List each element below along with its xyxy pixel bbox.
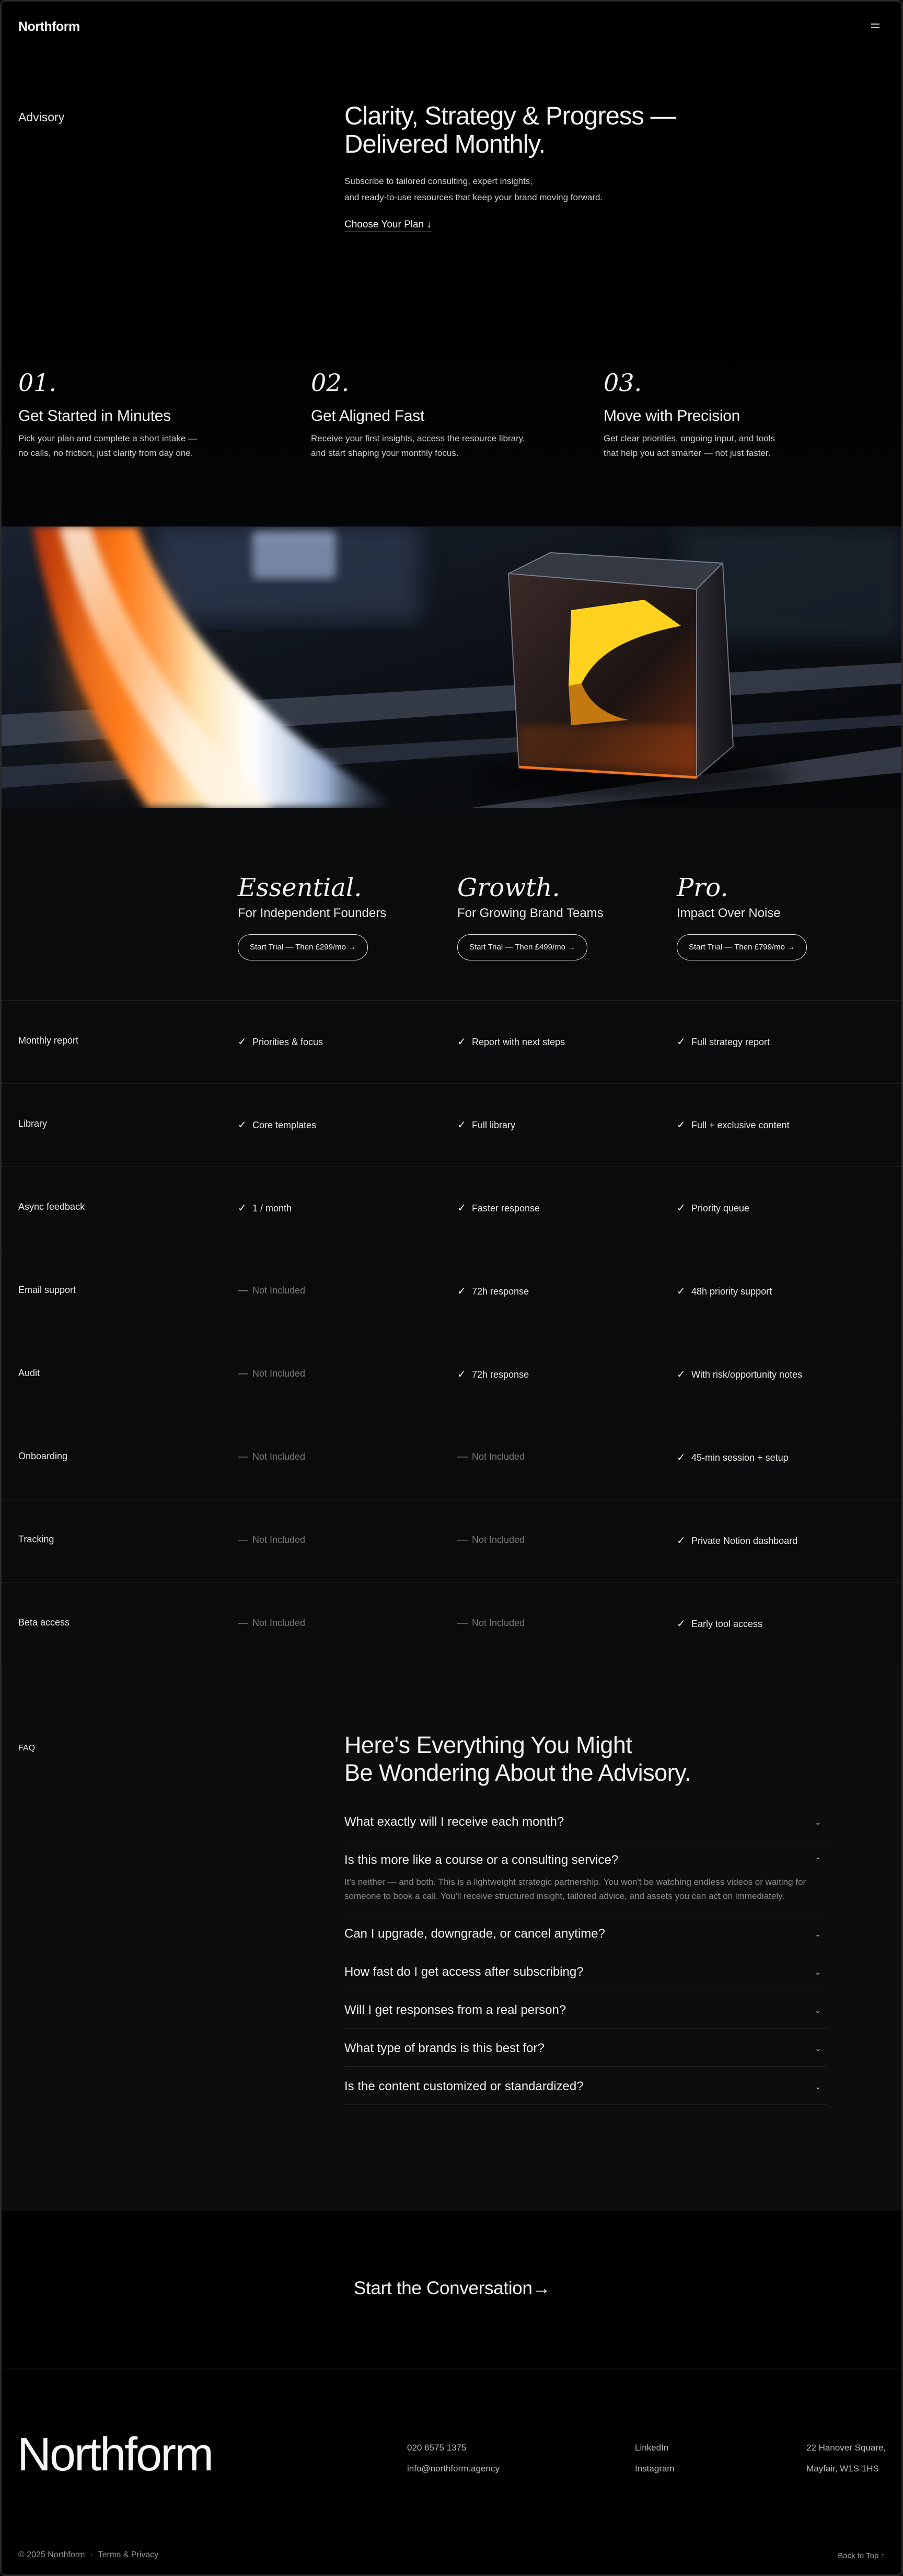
- feature-row: [2, 1582, 901, 1665]
- faq-list: [344, 1802, 827, 2105]
- faq-title-line-2: Be Wondering About the Advisory.: [344, 1759, 691, 1786]
- hero-title-line-2: Delivered Monthly.: [344, 130, 546, 158]
- feature-label: Async feedback: [18, 1201, 85, 1212]
- faq-item[interactable]: [344, 2029, 827, 2067]
- plan-growth: [457, 874, 656, 960]
- hero-title-line-1: Clarity, Strategy & Progress —: [344, 102, 676, 130]
- feature-cell: [677, 1035, 770, 1048]
- feature-cell-text: Early tool access: [691, 1619, 763, 1629]
- faq-item[interactable]: [344, 1914, 827, 1952]
- feature-cell: [457, 1617, 525, 1629]
- check-icon: ✓: [677, 1369, 686, 1380]
- plan-name: Pro.: [677, 873, 728, 902]
- step-text: [311, 431, 557, 461]
- feature-cell-text: 72h response: [472, 1369, 529, 1380]
- feature-cell: [457, 1368, 529, 1381]
- faq-section: [2, 1665, 901, 2211]
- feature-cell-text: 1 / month: [252, 1203, 292, 1213]
- footer-address-line: 22 Hanover Square,: [806, 2443, 886, 2453]
- feature-cell: [238, 1285, 305, 1297]
- feature-label: Onboarding: [18, 1451, 68, 1461]
- faq-question[interactable]: Can I upgrade, downgrade, or cancel anytime?: [344, 1927, 605, 1941]
- hero-subtitle-line-2: and ready-to-use resources that keep your brand moving forward.: [344, 192, 603, 202]
- check-icon: ✓: [238, 1119, 247, 1131]
- feature-cell-text: Full + exclusive content: [691, 1120, 790, 1130]
- steps-section: [2, 303, 901, 526]
- feature-cell: [457, 1285, 529, 1298]
- faq-title: [344, 1731, 691, 1787]
- footer-email-link[interactable]: info@northform.agency: [407, 2464, 500, 2474]
- faq-item[interactable]: [344, 1952, 827, 1990]
- feature-cell: [238, 1201, 292, 1215]
- footer: [2, 2368, 901, 2576]
- footer-instagram-link[interactable]: Instagram: [635, 2464, 675, 2474]
- feature-label: Audit: [18, 1368, 40, 1378]
- chevron-down-icon[interactable]: ⌄: [815, 2006, 821, 2014]
- hero-subtitle: [344, 173, 710, 205]
- feature-row: [2, 1499, 901, 1582]
- footer-linkedin-link[interactable]: LinkedIn: [635, 2443, 669, 2453]
- feature-cell-text: Not Included: [252, 1535, 306, 1545]
- start-trial-button-essential[interactable]: Start Trial — Then £299/mo →: [238, 934, 368, 960]
- check-icon: ✓: [677, 1203, 686, 1214]
- faq-answer: It's neither — and both. This is a lightweight strategic partnership. You won't be watching endless videos or waiting for someone to book a call. You'll receive structured insight, tailored advice, and assets you can act on immediately.: [344, 1877, 806, 1901]
- feature-cell: [677, 1451, 789, 1464]
- feature-cell-text: Not Included: [252, 1285, 306, 1296]
- plan-name: Essential.: [238, 873, 362, 902]
- check-icon: ✓: [457, 1119, 466, 1131]
- check-icon: ✓: [457, 1036, 466, 1048]
- start-trial-button-pro[interactable]: Start Trial — Then £799/mo →: [677, 934, 807, 960]
- feature-cell: [238, 1118, 316, 1131]
- step-text-line: Receive your first insights, access the resource library,: [311, 433, 525, 443]
- plan-tagline: For Growing Brand Teams: [457, 906, 604, 920]
- check-icon: ✓: [677, 1036, 686, 1048]
- check-icon: ✓: [457, 1286, 466, 1297]
- feature-comparison-table: [2, 1000, 901, 1666]
- dash-icon: —: [457, 1451, 468, 1462]
- feature-cell: [677, 1201, 749, 1215]
- feature-cell-text: Not Included: [252, 1451, 306, 1462]
- feature-cell-text: Core templates: [252, 1120, 317, 1130]
- feature-cell-text: Priority queue: [691, 1203, 750, 1213]
- choose-plan-link[interactable]: Choose Your Plan ↓: [344, 219, 432, 232]
- step-number: 02.: [311, 369, 350, 397]
- step-item: [18, 370, 269, 461]
- step-text-line: Pick your plan and complete a short intake —: [18, 433, 198, 443]
- glass-cube-illustration: [2, 526, 901, 808]
- feature-cell-text: Not Included: [472, 1451, 525, 1462]
- plan-pro: [677, 874, 875, 960]
- feature-cell: [238, 1617, 305, 1629]
- feature-cell: [457, 1534, 525, 1546]
- check-icon: ✓: [238, 1036, 247, 1048]
- feature-row: [2, 1166, 901, 1250]
- faq-question[interactable]: Is the content customized or standardized?: [344, 2079, 584, 2093]
- feature-cell: [457, 1201, 540, 1215]
- hero-title: [344, 102, 676, 158]
- dash-icon: —: [238, 1285, 248, 1296]
- plan-tagline: Impact Over Noise: [677, 906, 781, 920]
- conversation-section: [2, 2211, 901, 2368]
- step-text-line: that help you act smarter — not just faster.: [604, 448, 771, 458]
- feature-cell-text: Not Included: [252, 1618, 306, 1628]
- start-conversation-link[interactable]: Start the Conversation→: [354, 2278, 551, 2298]
- feature-cell-text: Not Included: [472, 1535, 525, 1545]
- dash-icon: —: [457, 1534, 468, 1545]
- start-trial-button-growth[interactable]: Start Trial — Then £499/mo →: [457, 934, 587, 960]
- dash-icon: —: [238, 1534, 248, 1545]
- feature-row: [2, 1416, 901, 1499]
- feature-cell-text: Not Included: [472, 1618, 525, 1628]
- footer-social: [635, 2437, 675, 2479]
- plan-tagline: For Independent Founders: [238, 906, 387, 920]
- faq-question[interactable]: How fast do I get access after subscribing?: [344, 1965, 584, 1979]
- feature-cell: [238, 1534, 305, 1546]
- check-icon: ✓: [677, 1286, 686, 1297]
- footer-logo[interactable]: Northform: [17, 2429, 213, 2481]
- feature-row: [2, 1250, 901, 1333]
- footer-legal: [18, 2550, 158, 2560]
- hero-image-glass-cube: [2, 526, 901, 808]
- faq-item[interactable]: [344, 2067, 827, 2105]
- plan-essential: [238, 874, 436, 960]
- feature-label: Email support: [18, 1285, 76, 1295]
- faq-item[interactable]: [344, 1990, 827, 2029]
- hero-eyebrow: Advisory: [18, 110, 65, 124]
- feature-cell-text: Priorities & focus: [252, 1037, 323, 1047]
- feature-label: Library: [18, 1118, 48, 1129]
- faq-question[interactable]: Will I get responses from a real person?: [344, 2003, 566, 2017]
- step-text-line: no calls, no friction, just clarity from day one.: [18, 448, 193, 458]
- dash-icon: —: [457, 1617, 468, 1629]
- step-number: 03.: [604, 369, 642, 397]
- footer-address: [806, 2437, 886, 2479]
- chevron-down-icon[interactable]: ⌄: [815, 2082, 821, 2091]
- feature-cell: [457, 1118, 515, 1131]
- faq-question[interactable]: Is this more like a course or a consulting service?: [344, 1853, 619, 1867]
- hero-section: [2, 52, 901, 303]
- feature-label: Beta access: [18, 1617, 70, 1628]
- feature-label: Monthly report: [18, 1035, 79, 1046]
- feature-cell-text: Faster response: [472, 1203, 540, 1213]
- feature-cell-text: Private Notion dashboard: [691, 1536, 798, 1546]
- footer-phone-link[interactable]: 020 6575 1375: [407, 2443, 467, 2453]
- chevron-down-icon[interactable]: ⌄: [815, 1930, 821, 1938]
- chevron-down-icon[interactable]: ⌄: [815, 1818, 821, 1826]
- chevron-down-icon[interactable]: ⌄: [815, 2044, 821, 2053]
- plan-name: Growth.: [457, 873, 560, 902]
- chevron-down-icon[interactable]: ⌄: [815, 1968, 821, 1976]
- feature-cell-text: Report with next steps: [472, 1037, 565, 1047]
- top-bar: [2, 2, 901, 52]
- step-number: 01.: [18, 369, 57, 397]
- feature-cell: [677, 1534, 797, 1547]
- feature-cell: [457, 1451, 525, 1463]
- step-text: [18, 431, 264, 461]
- feature-cell: [457, 1035, 565, 1048]
- feature-cell-text: 48h priority support: [691, 1286, 772, 1297]
- step-title: Get Aligned Fast: [311, 407, 424, 425]
- feature-cell-text: Not Included: [252, 1368, 306, 1379]
- feature-cell: [677, 1118, 790, 1131]
- terms-privacy-link[interactable]: Terms & Privacy: [98, 2550, 159, 2559]
- footer-address-line: Mayfair, W1S 1HS: [806, 2464, 879, 2474]
- faq-question[interactable]: What exactly will I receive each month?: [344, 1815, 564, 1829]
- feature-cell: [677, 1285, 772, 1298]
- step-text-line: and start shaping your monthly focus.: [311, 448, 459, 458]
- check-icon: ✓: [457, 1369, 466, 1380]
- hamburger-icon[interactable]: [871, 24, 879, 30]
- feature-cell-text: 72h response: [472, 1286, 529, 1297]
- dash-icon: —: [238, 1451, 248, 1462]
- step-text-line: Get clear priorities, ongoing input, and tools: [604, 433, 775, 443]
- feature-cell: [238, 1368, 305, 1380]
- faq-title-line-1: Here's Everything You Might: [344, 1732, 632, 1758]
- feature-cell: [238, 1451, 305, 1463]
- dash-icon: —: [238, 1617, 248, 1629]
- step-title: Get Started in Minutes: [18, 407, 171, 425]
- brand-logo[interactable]: Northform: [18, 19, 80, 34]
- feature-cell-text: With risk/opportunity notes: [691, 1369, 803, 1380]
- step-title: Move with Precision: [604, 407, 740, 425]
- check-icon: ✓: [677, 1452, 686, 1463]
- separator-dot: ·: [90, 2550, 93, 2559]
- step-item: [604, 370, 854, 461]
- feature-cell: [677, 1368, 802, 1381]
- check-icon: ✓: [677, 1119, 686, 1131]
- feature-label: Tracking: [18, 1534, 54, 1544]
- back-to-top-link[interactable]: Back to Top ↑: [838, 2551, 885, 2560]
- faq-item[interactable]: [344, 1802, 827, 1840]
- check-icon: ✓: [677, 1618, 686, 1630]
- copyright-text: © 2025 Northform: [18, 2550, 85, 2559]
- feature-cell-text: Full library: [472, 1120, 516, 1130]
- feature-cell-text: 45-min session + setup: [691, 1452, 789, 1463]
- feature-cell: [238, 1035, 323, 1048]
- check-icon: ✓: [457, 1203, 466, 1214]
- hero-subtitle-line-1: Subscribe to tailored consulting, expert insights,: [344, 176, 533, 186]
- feature-cell: [677, 1617, 762, 1630]
- chevron-up-icon[interactable]: ⌃: [815, 1856, 821, 1864]
- faq-eyebrow: FAQ: [18, 1744, 36, 1753]
- step-text: [604, 431, 849, 461]
- faq-question[interactable]: What type of brands is this best for?: [344, 2041, 545, 2055]
- check-icon: ✓: [238, 1203, 247, 1214]
- check-icon: ✓: [677, 1535, 686, 1547]
- feature-row: [2, 1083, 901, 1166]
- faq-item[interactable]: [344, 1840, 827, 1914]
- feature-row: [2, 1333, 901, 1416]
- pricing-section: [2, 808, 901, 1665]
- dash-icon: —: [238, 1368, 248, 1379]
- feature-cell-text: Full strategy report: [691, 1037, 770, 1047]
- feature-row: [2, 1000, 901, 1083]
- step-item: [311, 370, 562, 461]
- footer-contact: [407, 2437, 500, 2479]
